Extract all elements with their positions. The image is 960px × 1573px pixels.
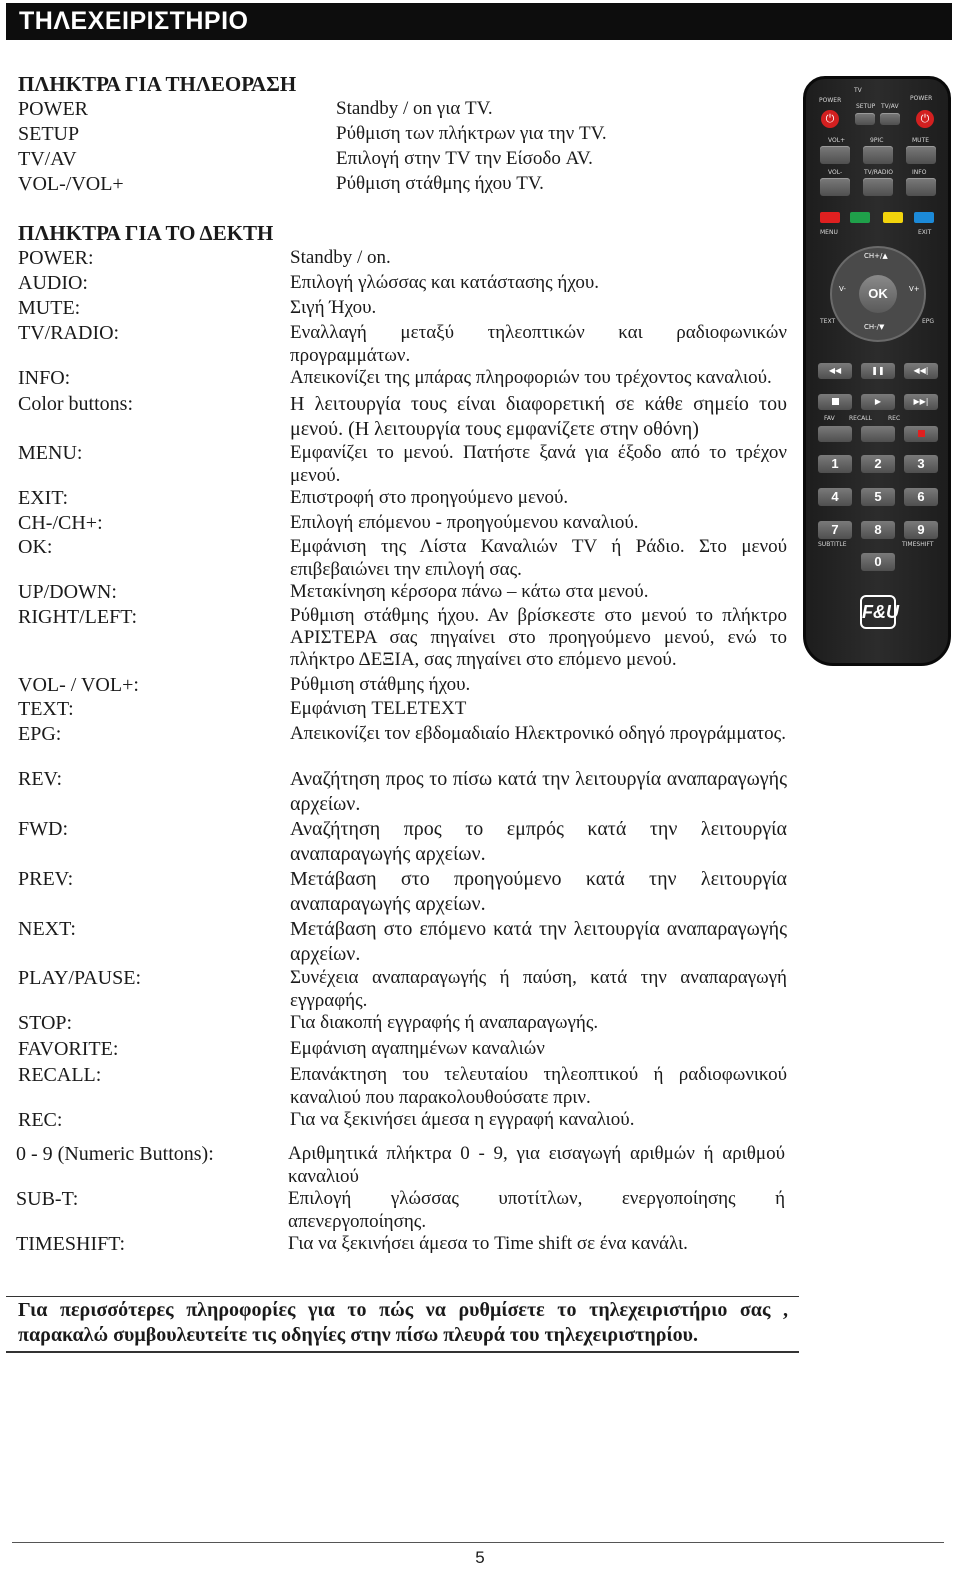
digit-5-button: 5 xyxy=(861,488,895,506)
rx-desc: Για διακοπή εγγραφής ή αναπαραγωγής. xyxy=(290,1012,599,1033)
rx-desc: Μετάβαση στο επόμενο κατά την λειτουργία αναπαραγωγής αρχείων. xyxy=(290,918,787,965)
tv-key: SETUP xyxy=(18,123,80,145)
rx-key: FAVORITE: xyxy=(18,1038,119,1060)
remote-label-info: INFO xyxy=(912,169,927,176)
remote-label-tvradio: TV/RADIO xyxy=(864,169,893,176)
rx-desc: Επιλογή γλώσσας υποτίτλων, ενεργοποίησης ή απενεργοποίησης. xyxy=(288,1188,785,1232)
remote-label-menu: MENU xyxy=(820,229,838,236)
digit-8-button: 8 xyxy=(861,521,895,539)
digit-0-button: 0 xyxy=(861,553,895,571)
rx-desc: Εμφάνιση TELETEXT xyxy=(290,698,467,719)
rx-desc: Η λειτουργία τους είναι διαφορετική σε κάθε σημείο του μενού. (Η λειτουργία τους εμφανίζετε στην οθόνη) xyxy=(290,393,787,440)
remote-label-mute: MUTE xyxy=(912,137,930,144)
footer-note: Για περισσότερες πληροφορίες για το πώς να ρυθμίσετε το τηλεχειριστήριο σας , παρακαλώ συμβουλευτείτε τις οδηγίες στην πίσω πλευρά του τηλεχειριστηρίου. xyxy=(18,1299,788,1346)
remote-label-subtitle: SUBTITLE xyxy=(818,541,847,548)
tv-key: TV/AV xyxy=(18,148,77,170)
section-title-tv: ΠΛΗΚΤΡΑ ΓΙΑ ΤΗΛΕΟΡΑΣΗ xyxy=(18,72,297,96)
rx-key: REV: xyxy=(18,768,63,790)
rx-key: RECALL: xyxy=(18,1064,102,1086)
blue-button xyxy=(914,212,934,223)
play-icon: ▶ xyxy=(861,394,895,410)
remote-btn-volm xyxy=(820,178,850,196)
yellow-button xyxy=(883,212,903,223)
remote-label-text: TEXT xyxy=(820,318,836,325)
header-bar xyxy=(6,3,952,40)
page-title: ΤΗΛΕΧΕΙΡΙΣΤΗΡΙΟ xyxy=(19,7,249,35)
rx-desc: Επιστροφή στο προηγούμενο μενού. xyxy=(290,487,569,508)
rx-key: STOP: xyxy=(18,1012,73,1034)
remote-label-timeshift: TIMESHIFT xyxy=(902,541,934,548)
rx-desc: Εμφάνιση αγαπημένων καναλιών xyxy=(290,1038,545,1059)
tv-desc: Ρύθμιση στάθμης ήχου TV. xyxy=(336,173,544,194)
rx-desc: Απεικονίζει τον εβδομαδιαίο Ηλεκτρονικό οδηγό προγράμματος. xyxy=(290,723,786,744)
rx-key: VOL- / VOL+: xyxy=(18,674,139,696)
rx-key: AUDIO: xyxy=(18,272,88,294)
rx-desc: Αναζήτηση προς το εμπρός κατά την λειτουργία αναπαραγωγής αρχείων. xyxy=(290,818,787,865)
rx-key: EPG: xyxy=(18,723,62,745)
remote-label-volm: VOL- xyxy=(828,169,843,176)
rx-key: TV/RADIO: xyxy=(18,322,120,344)
remote-label-recall: RECALL xyxy=(849,415,872,422)
remote-label-vm: V- xyxy=(839,285,846,293)
rx-key: TEXT: xyxy=(18,698,74,720)
rx-key: CH-/CH+: xyxy=(18,512,103,534)
power-icon: ⏻ xyxy=(916,110,934,128)
rx-desc: Για να ξεκινήσει άμεσα το Time shift σε ένα κανάλι. xyxy=(288,1233,688,1254)
rx-desc: Ρύθμιση στάθμης ήχου. xyxy=(290,674,471,695)
remote-btn-tvav xyxy=(880,113,900,125)
remote-label-power: POWER xyxy=(910,95,933,102)
rx-key: NEXT: xyxy=(18,918,76,940)
remote-label-volp: VOL+ xyxy=(828,137,846,144)
rx-desc: Επιλογή γλώσσας και κατάστασης ήχου. xyxy=(290,272,600,293)
rx-desc: Αναζήτηση προς το πίσω κατά την λειτουργία αναπαραγωγής αρχείων. xyxy=(290,768,787,815)
rx-key: UP/DOWN: xyxy=(18,581,117,603)
pause-icon: ❚❚ xyxy=(861,363,895,379)
remote-label-9pic: 9PIC xyxy=(870,137,884,144)
rx-desc: Για να ξεκινήσει άμεσα η εγγραφή καναλιού. xyxy=(290,1109,635,1130)
rewind-icon: ◀◀ xyxy=(818,363,852,379)
tv-desc: Επιλογή στην TV την Είσοδο AV. xyxy=(336,148,593,169)
rx-desc: Επανάκτηση του τελευταίου τηλεοπτικού ή ραδιοφωνικού καναλιού που παρακολουθούσατε πριν. xyxy=(290,1064,787,1108)
tv-desc: Ρύθμιση των πλήκτρων για την TV. xyxy=(336,123,607,144)
rx-key: 0 - 9 (Numeric Buttons): xyxy=(16,1143,214,1165)
rx-key: MUTE: xyxy=(18,297,81,319)
stop-icon xyxy=(818,394,852,410)
record-icon xyxy=(904,426,938,442)
remote-label-chm: CH-/▼ xyxy=(864,323,885,331)
rx-desc: Αριθμητικά πλήκτρα 0 - 9, για εισαγωγή αριθμών ή αριθμού καναλιού xyxy=(288,1143,785,1187)
rx-key: FWD: xyxy=(18,818,68,840)
rx-desc: Εμφανίζει το μενού. Πατήστε ξανά για έξοδο από το τρέχον μενού. xyxy=(290,442,787,486)
remote-btn-9pic xyxy=(863,146,893,164)
rx-desc: Μετάβαση στο προηγούμενο κατά την λειτουργία αναπαραγωγής αρχείων. xyxy=(290,868,787,915)
rx-key: Color buttons: xyxy=(18,393,134,415)
remote-label-power-tv: POWER xyxy=(819,97,842,104)
rx-key: SUB-T: xyxy=(16,1188,79,1210)
rx-desc: Σιγή Ήχου. xyxy=(290,297,377,318)
remote-label-fav: FAV xyxy=(824,415,835,422)
remote-btn-setup xyxy=(855,113,875,125)
remote-btn-info xyxy=(906,178,936,196)
tv-desc: Standby / on για TV. xyxy=(336,98,493,119)
rx-key: PREV: xyxy=(18,868,74,890)
previous-icon: ◀◀| xyxy=(904,363,938,379)
remote-label-tvav: TV/AV xyxy=(881,103,899,110)
rx-key: POWER: xyxy=(18,247,94,269)
rx-desc: Μετακίνηση κέρσορα πάνω – κάτω στα μενού. xyxy=(290,581,649,602)
rx-desc: Εμφάνιση της Λίστα Καναλιών TV ή Ράδιο. Στο μενού επιβεβαιώνει την επιλογή σας. xyxy=(290,536,787,580)
rx-desc: Απεικονίζει της μπάρας πληροφοριών του τρέχοντος καναλιού. xyxy=(290,367,772,388)
remote-btn-volp xyxy=(820,146,850,164)
red-button xyxy=(820,212,840,223)
tv-power-icon: ⏻ xyxy=(821,110,839,128)
rx-key: RIGHT/LEFT: xyxy=(18,606,137,628)
digit-1-button: 1 xyxy=(818,455,852,473)
green-button xyxy=(850,212,870,223)
digit-4-button: 4 xyxy=(818,488,852,506)
remote-label-setup: SETUP xyxy=(856,103,876,110)
digit-3-button: 3 xyxy=(904,455,938,473)
digit-7-button: 7 xyxy=(818,521,852,539)
page-rule xyxy=(12,1542,944,1543)
brand-logo: F&U xyxy=(860,595,896,629)
rx-desc: Συνέχεια αναπαραγωγής ή παύση, κατά την αναπαραγωγή εγγραφής. xyxy=(290,967,787,1011)
next-icon: ▶▶| xyxy=(904,394,938,410)
tv-key: VOL-/VOL+ xyxy=(18,173,124,195)
rx-key: REC: xyxy=(18,1109,63,1131)
rx-desc: Επιλογή επόμενου - προηγούμενου καναλιού. xyxy=(290,512,639,533)
rx-desc: Ρύθμιση στάθμης ήχου. Αν βρίσκεστε στο μενού το πλήκτρο ΑΡΙΣΤΕΡΑ σας πηγαίνει στο προηγούμενο μενού, ενώ το πλήκτρο ΔΕΞΙΑ, σας πηγαίνει στο επόμενο μενού. xyxy=(290,605,787,670)
rx-key: PLAY/PAUSE: xyxy=(18,967,142,989)
tv-key: POWER xyxy=(18,98,88,120)
remote-label-epg: EPG xyxy=(922,318,935,325)
footer-rule-top xyxy=(6,1296,799,1297)
remote-label-chp: CH+/▲ xyxy=(864,252,888,260)
rx-key: MENU: xyxy=(18,442,83,464)
rx-key: OK: xyxy=(18,536,53,558)
rx-desc: Standby / on. xyxy=(290,247,391,268)
rx-key: EXIT: xyxy=(18,487,69,509)
remote-label-vp: V+ xyxy=(909,285,920,293)
footer-rule-bottom xyxy=(6,1351,799,1353)
remote-btn-tvradio xyxy=(863,178,893,196)
rx-key: TIMESHIFT: xyxy=(16,1233,126,1255)
rx-key: INFO: xyxy=(18,367,71,389)
ok-button: OK xyxy=(859,275,897,313)
page-number: 5 xyxy=(475,1548,485,1567)
remote-label-exit: EXIT xyxy=(918,229,932,236)
digit-6-button: 6 xyxy=(904,488,938,506)
remote-label-tv: TV xyxy=(854,87,862,94)
rx-desc: Εναλλαγή μεταξύ τηλεοπτικών και ραδιοφωνικών προγραμμάτων. xyxy=(290,322,787,366)
recall-button xyxy=(861,426,895,442)
digit-2-button: 2 xyxy=(861,455,895,473)
remote-label-rec: REC xyxy=(888,415,901,422)
digit-9-button: 9 xyxy=(904,521,938,539)
favorite-button xyxy=(818,426,852,442)
section-title-receiver: ΠΛΗΚΤΡΑ ΓΙΑ ΤΟ ΔΕΚΤΗ xyxy=(18,221,274,245)
remote-btn-mute xyxy=(906,146,936,164)
remote-control-image xyxy=(803,76,951,666)
